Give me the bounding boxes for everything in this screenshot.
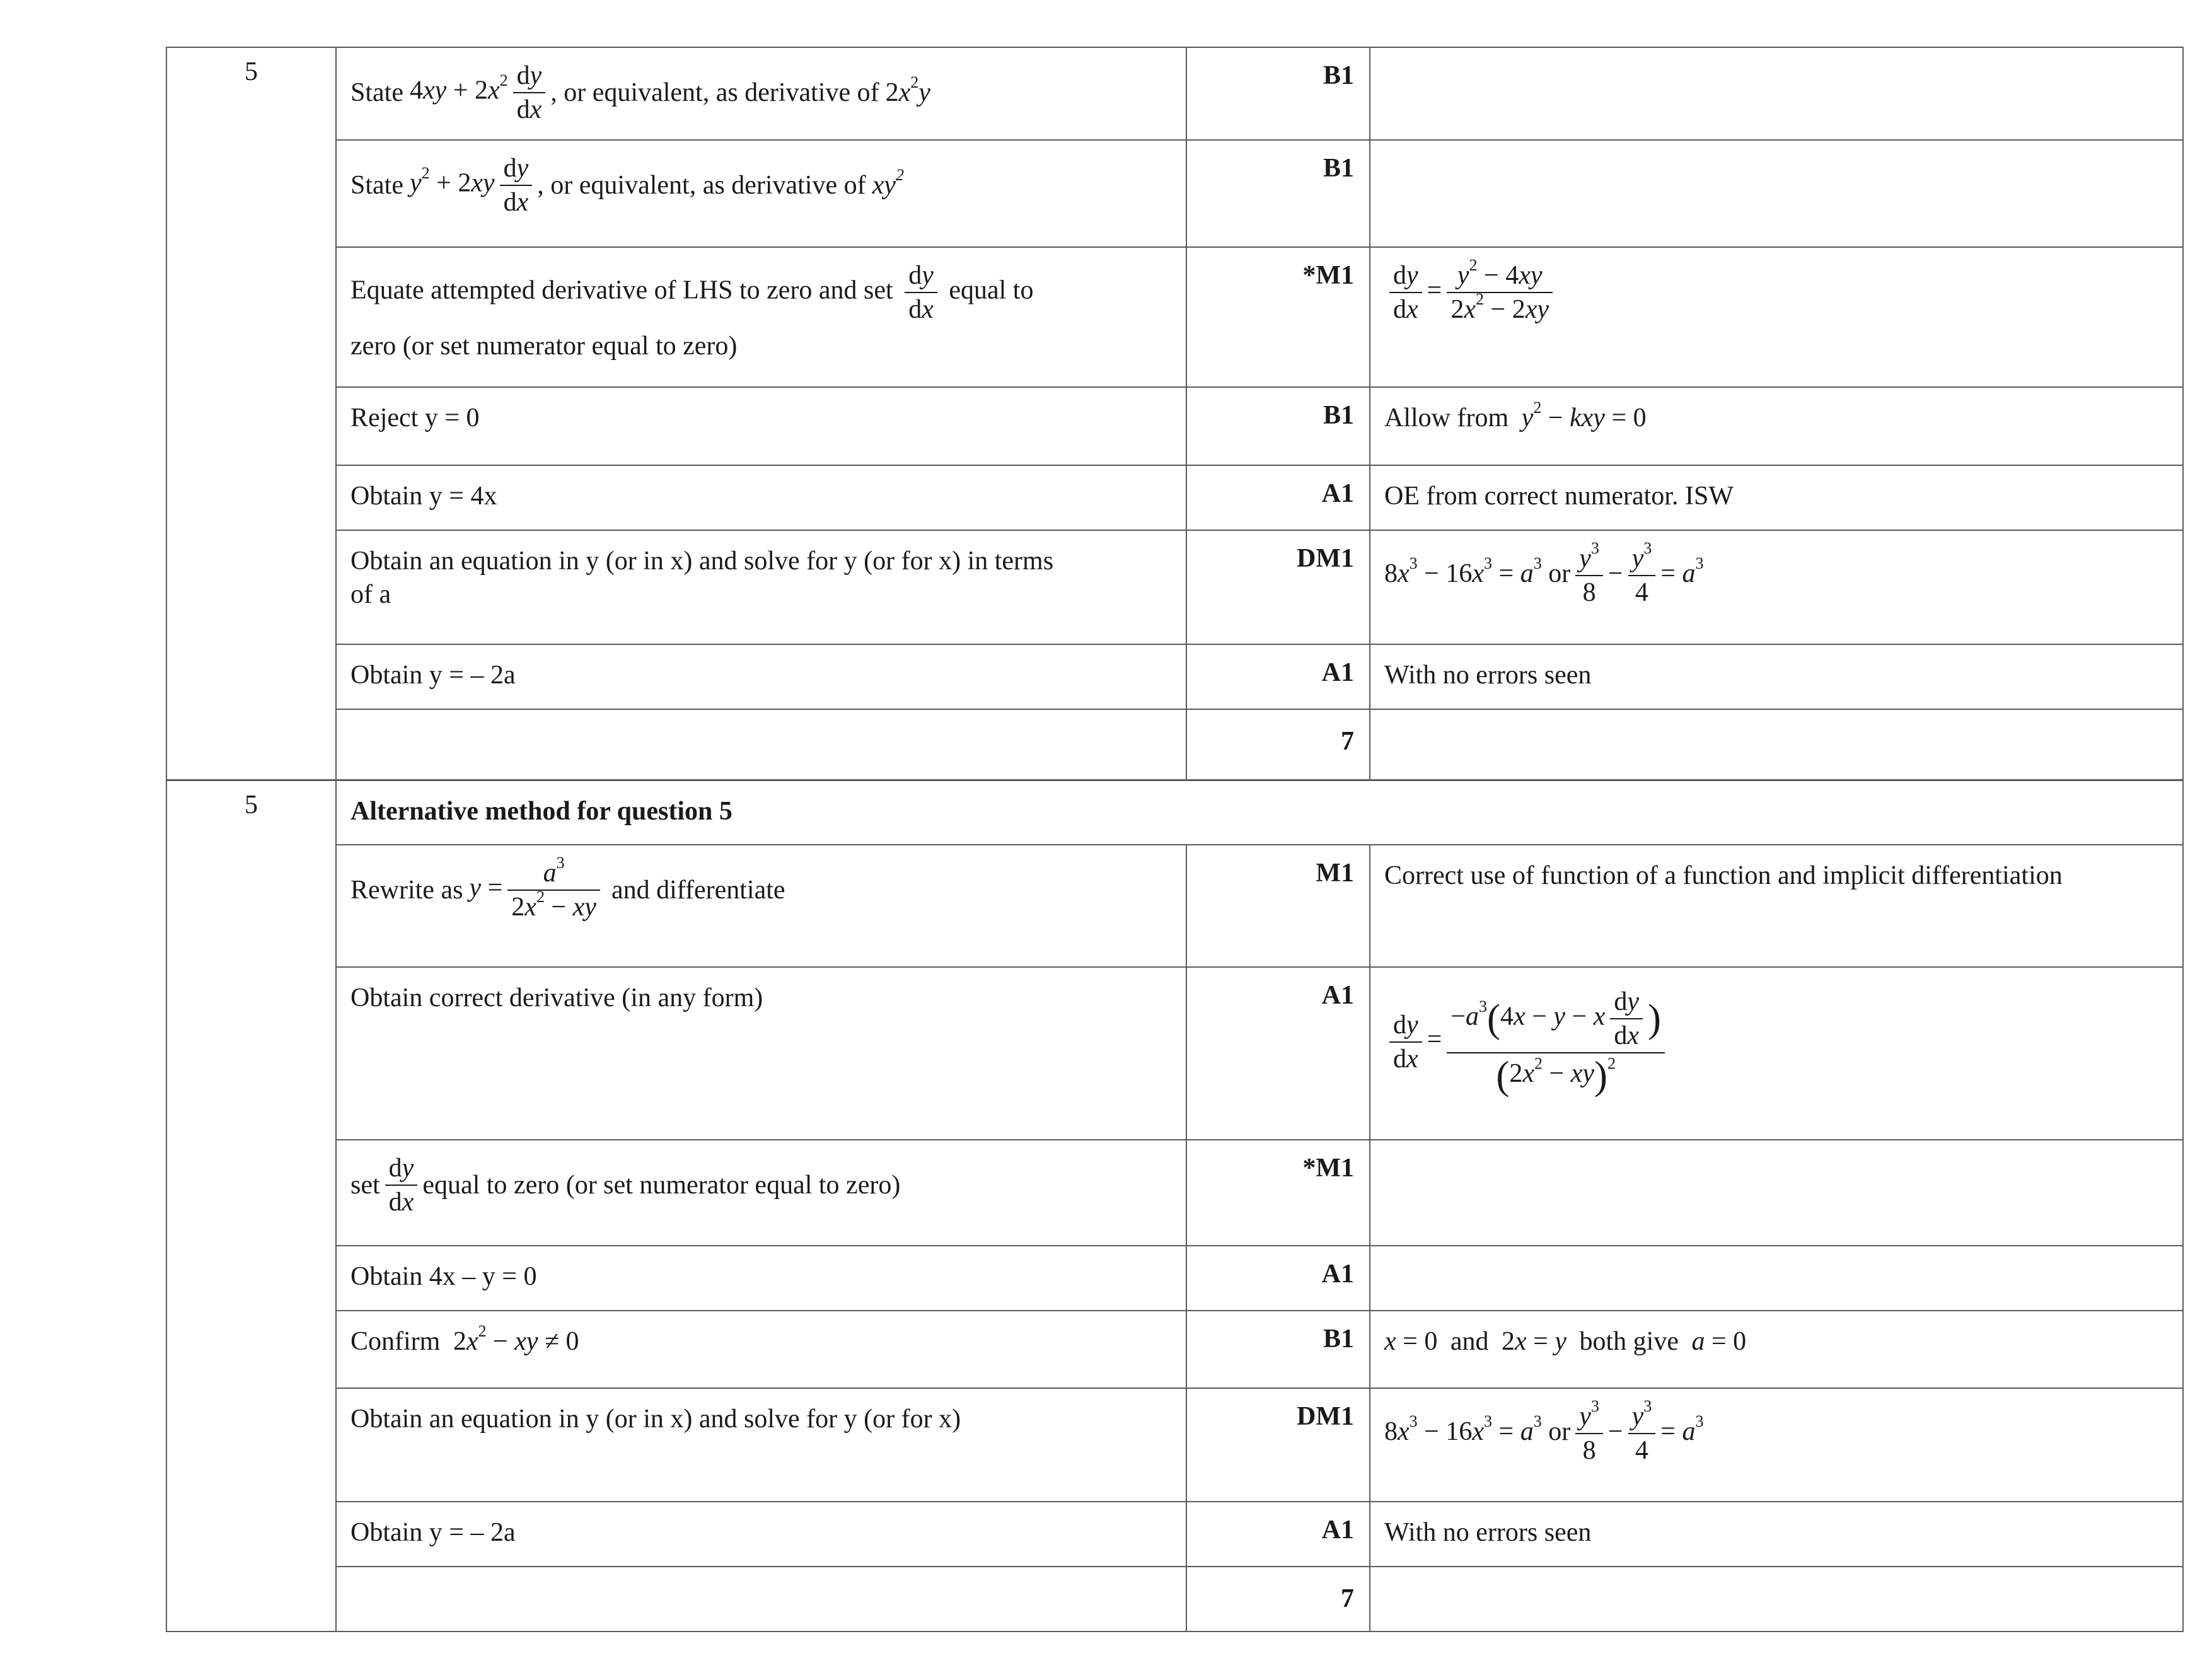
guidance-cell: With no errors seen (1370, 644, 2183, 709)
section-heading: Alternative method for question 5 (336, 780, 2183, 845)
guidance-cell (1370, 1140, 2183, 1246)
table-row (166, 845, 2183, 967)
mark-code: DM1 (1186, 1388, 1370, 1502)
mark-code: DM1 (1186, 530, 1370, 644)
question-number: 5 (166, 47, 336, 780)
guidance-cell (1370, 1388, 2183, 1502)
mark-code: B1 (1186, 387, 1370, 465)
mark-code: *M1 (1186, 1140, 1370, 1246)
table-row (166, 1311, 2183, 1388)
table-row (166, 644, 2183, 709)
table-row (166, 530, 2183, 644)
guidance-cell (1370, 247, 2183, 387)
mark-code: A1 (1186, 1502, 1370, 1567)
mark-code: B1 (1186, 140, 1370, 247)
answer-cell: Reject y = 0 (336, 387, 1186, 465)
answer-cell: State $y^2 + 2xy$ $\frac{dy}{dx}$ , or equivalent, as derivative of $xy^2$ (336, 140, 1186, 247)
guidance-cell: OE from correct numerator. ISW (1370, 465, 2183, 530)
mark-code: A1 (1186, 1246, 1370, 1311)
math-expression: $y^2 + 2xy$ $\frac{dy}{dx}$ (410, 154, 537, 216)
table-row (166, 1502, 2183, 1567)
math-expression: $4xy + 2x^2$ $\frac{dy}{dx}$ (410, 62, 550, 124)
math-expression: $\frac{dy}{dx}$ = $-a^3(4x - y - x$ $\frac{dy}{dx}$ ) $(2x^2 - xy)^2$ (1384, 988, 2169, 1096)
mark-code: A1 (1186, 465, 1370, 530)
table-row (166, 967, 2183, 1140)
guidance-cell: With no errors seen (1370, 1502, 2183, 1567)
alternative-method-table (166, 780, 2184, 1632)
mark-code: *M1 (1186, 247, 1370, 387)
mark-code: B1 (1186, 1311, 1370, 1388)
math-expression: y = $\frac{a^3}{2x^2 - xy}$ (469, 859, 605, 921)
total-marks: 7 (1186, 1567, 1370, 1632)
guidance-cell: Allow from $y^2$ − kxy = 0 (1370, 387, 2183, 465)
guidance-cell (1370, 967, 2183, 1140)
math-expression: a = 0 (1691, 1327, 1747, 1356)
mark-code: M1 (1186, 845, 1370, 967)
guidance-cell: x = 0 and 2x = y both give a = 0 (1370, 1311, 2183, 1388)
answer-cell (336, 1567, 1186, 1632)
question-number: 5 (166, 780, 336, 1632)
answer-cell: Obtain 4x – y = 0 (336, 1246, 1186, 1311)
math-expression: $xy^2$ (872, 166, 904, 200)
answer-cell: Obtain correct derivative (in any form) (336, 967, 1186, 1140)
math-expression: 2x = y (1502, 1327, 1566, 1356)
math-expression: $8x^3 - 16x^3 = a^3$ or $\frac{y^3}{8}$ − $\frac{y^3}{4}$ = $a^3$ (1384, 539, 1704, 608)
mark-code: A1 (1186, 644, 1370, 709)
answer-cell: set $\frac{dy}{dx}$ equal to zero (or set numerator equal to zero) (336, 1140, 1186, 1246)
table-row (166, 387, 2183, 465)
guidance-cell (1370, 530, 2183, 644)
math-expression: $2x^2y$ (885, 73, 930, 107)
table-row (166, 1246, 2183, 1311)
math-expression: $\frac{dy}{dx}$ = $\frac{y^2 - 4xy}{2x^2 - 2xy}$ (1384, 276, 1558, 305)
math-expression: $2x^2$ − xy ≠ 0 (453, 1322, 579, 1356)
table-row (166, 140, 2183, 247)
answer-cell: Obtain y = – 2a (336, 1502, 1186, 1567)
table-row (166, 1140, 2183, 1246)
guidance-cell (1370, 709, 2183, 780)
guidance-cell: Correct use of function of a function and implicit differentiation (1370, 845, 2183, 967)
answer-cell (336, 709, 1186, 780)
table-row (166, 1388, 2183, 1502)
table-row (166, 247, 2183, 387)
mark-code: B1 (1186, 47, 1370, 140)
total-marks: 7 (1186, 709, 1370, 780)
table-row (166, 780, 2183, 845)
math-expression: $y^2$ − kxy = 0 (1521, 398, 1647, 432)
answer-cell: Confirm $2x^2$ − xy ≠ 0 (336, 1311, 1186, 1388)
table-row (166, 709, 2183, 780)
math-expression: $8x^3 - 16x^3 = a^3$ or $\frac{y^3}{8}$ − $\frac{y^3}{4}$ = $a^3$ (1384, 1397, 1704, 1466)
answer-cell: Obtain y = 4x (336, 465, 1186, 530)
guidance-cell (1370, 47, 2183, 140)
table-row (166, 465, 2183, 530)
guidance-cell (1370, 1567, 2183, 1632)
guidance-cell (1370, 1246, 2183, 1311)
math-expression: x (1384, 1327, 1396, 1356)
answer-cell: Obtain an equation in y (or in x) and solve for y (or for x) (336, 1388, 1186, 1502)
math-expression: $\frac{dy}{dx}$ (905, 262, 937, 323)
mark-scheme-table (166, 47, 2184, 780)
answer-cell: State $4xy + 2x^2$ $\frac{dy}{dx}$ , or equivalent, as derivative of $2x^2y$ (336, 47, 1186, 140)
mark-code: A1 (1186, 967, 1370, 1140)
answer-cell: Rewrite as y = $\frac{a^3}{2x^2 - xy}$ and differentiate (336, 845, 1186, 967)
math-expression: $\frac{dy}{dx}$ (385, 1154, 418, 1216)
answer-cell: Equate attempted derivative of LHS to zero and set $\frac{dy}{dx}$ equal to zero (or set numerator equal to zero) (336, 247, 1186, 387)
answer-cell: Obtain y = – 2a (336, 644, 1186, 709)
guidance-cell (1370, 140, 2183, 247)
table-row (166, 47, 2183, 140)
table-row (166, 1567, 2183, 1632)
answer-cell: Obtain an equation in y (or in x) and solve for y (or for x) in terms of a (336, 530, 1186, 644)
